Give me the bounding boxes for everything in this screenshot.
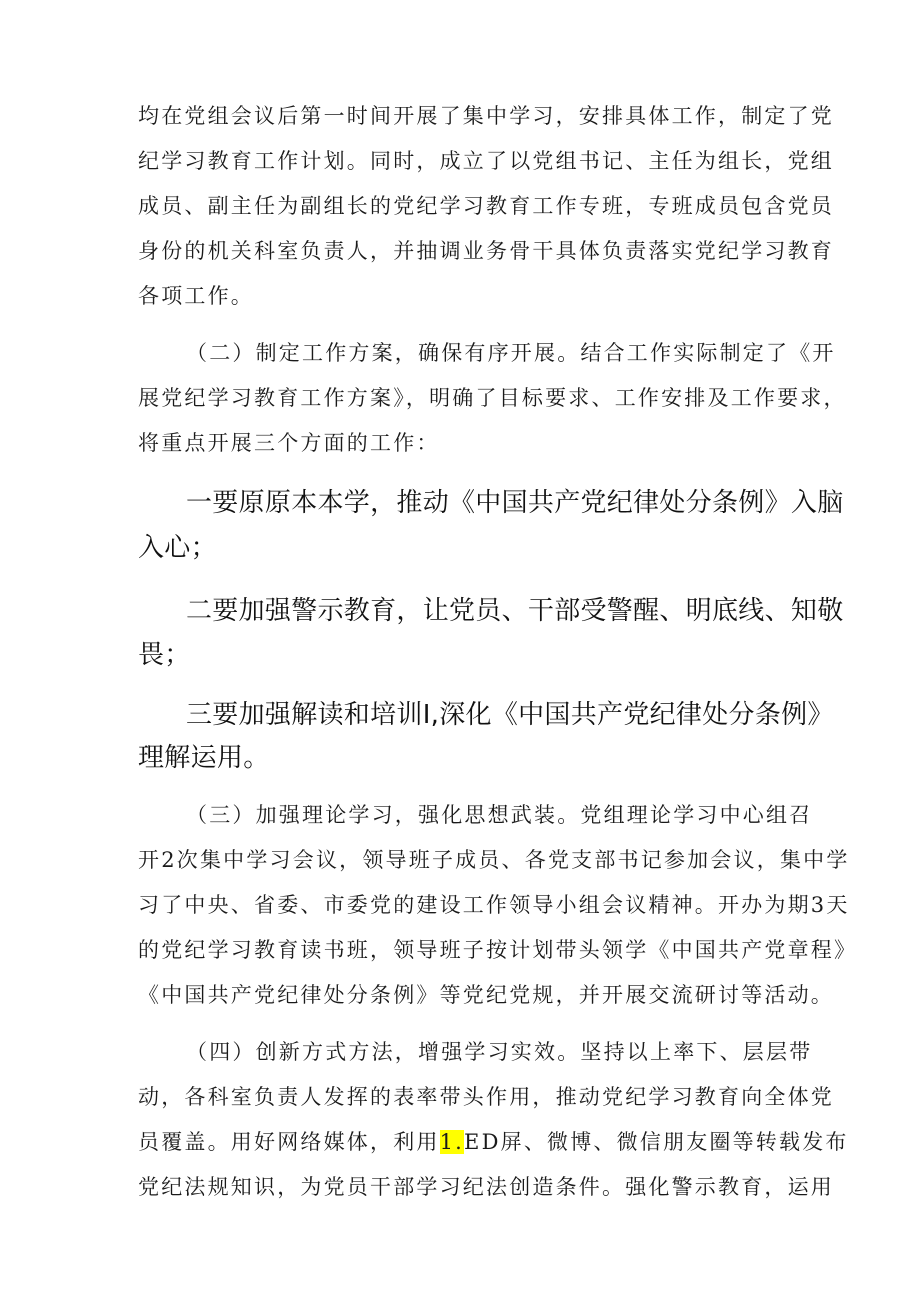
text-line: 习了中央、省委、市委党的建设工作领导小组会议精神。开办为期3天 xyxy=(138,893,850,917)
point-1-line-2: 入心； xyxy=(138,533,217,563)
text-segment: ED屏、微博、微信朋友圈等转载发布 xyxy=(464,1130,849,1154)
text-line: 身份的机关科室负责人，并抽调业务骨干具体负责落实党纪学习教育 xyxy=(138,239,834,263)
point-2-line-2: 畏； xyxy=(138,640,191,670)
text-line: 将重点开展三个方面的工作： xyxy=(138,431,440,455)
text-line: 的党纪学习教育读书班，领导班子按计划带头领学《中国共产党章程》 xyxy=(138,938,858,962)
text-line: 展党纪学习教育工作方案》，明确了目标要求、工作安排及工作要求， xyxy=(138,386,847,410)
text-line: 各项工作。 xyxy=(138,284,254,308)
text-line xyxy=(138,1127,849,1157)
text-line: 动，各科室负责人发挥的表率带头作用，推动党纪学习教育向全体党 xyxy=(138,1085,834,1109)
text-line: 均在党组会议后第一时间开展了集中学习，安排具体工作，制定了党 xyxy=(138,104,834,128)
text-line: 纪学习教育工作计划。同时，成立了以党组书记、主任为组长，党组 xyxy=(138,149,834,173)
highlighted-text: 1. xyxy=(439,1130,465,1154)
text-line: 党纪法规知识，为党员干部学习纪法创造条件。强化警示教育，运用 xyxy=(138,1175,834,1199)
point-1-line-1: 一要原原本本学，推动《中国共产党纪律处分条例》入脑 xyxy=(186,488,844,518)
text-segment: 员覆盖。用好网络媒体，利用 xyxy=(138,1130,440,1154)
point-3-line-2: 理解运用。 xyxy=(138,743,270,773)
point-3-line-1: 三要加强解读和培训I,深化《中国共产党纪律处分条例》 xyxy=(186,700,834,730)
text-line: （二）制定工作方案，确保有序开展。结合工作实际制定了《开 xyxy=(186,341,836,365)
text-line: 开2次集中学习会议，领导班子成员、各党支部书记参加会议，集中学 xyxy=(138,848,850,872)
text-line: （四）创新方式方法，增强学习实效。坚持以上率下、层层带 xyxy=(186,1040,813,1064)
text-line: 《中国共产党纪律处分条例》等党纪党规，并开展交流研讨等活动。 xyxy=(138,983,834,1007)
text-line: （三）加强理论学习，强化思想武装。党组理论学习中心组召 xyxy=(186,803,813,827)
point-2-line-1: 二要加强警示教育，让党员、干部受警醒、明底线、知敬 xyxy=(186,596,844,626)
text-line: 成员、副主任为副组长的党纪学习教育工作专班，专班成员包含党员 xyxy=(138,194,834,218)
